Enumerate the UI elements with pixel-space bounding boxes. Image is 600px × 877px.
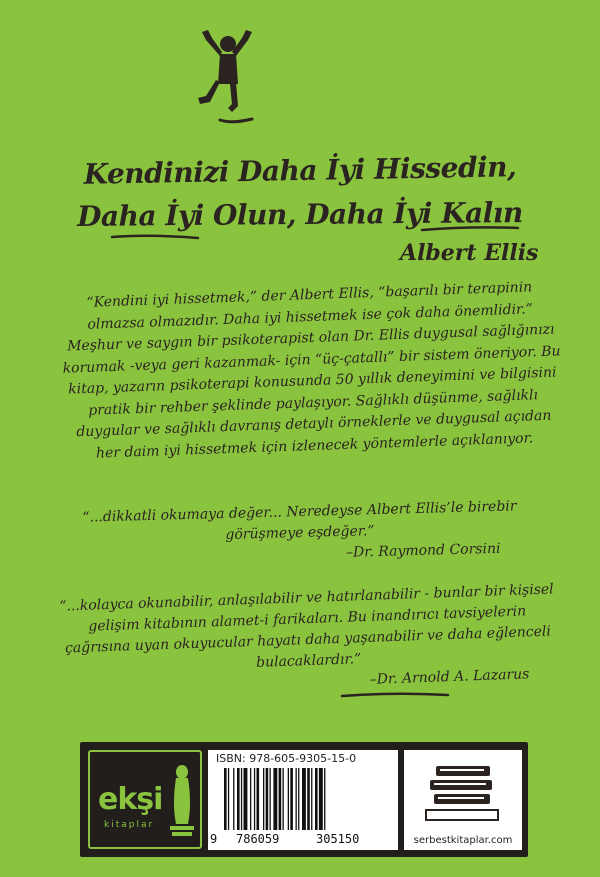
barcode-bar: [283, 768, 284, 830]
quote-author: –Dr. Arnold A. Lazarus: [369, 666, 530, 688]
barcode-digits-right: 305150: [316, 832, 360, 846]
barcode-bar: [224, 768, 227, 830]
barcode-bar: [279, 768, 282, 830]
books-stack-icon: [422, 760, 504, 822]
barcode-bar: [233, 768, 234, 830]
quote-text: “...dikkatli okumaya değer... Neredeyse Albert Ellis’le birebir görüşmeye eşdeğer.”: [82, 498, 517, 543]
barcode-digit-first: 9: [210, 832, 218, 846]
author-name: Albert Ellis: [400, 240, 539, 266]
barcode-bar: [298, 768, 299, 830]
barcode-bar: [257, 768, 260, 830]
book-title-line1: Kendinizi Daha İyi Hissedin,: [83, 150, 517, 191]
quote-author: –Dr. Raymond Corsini: [345, 540, 501, 561]
isbn-text: ISBN: 978-605-9305-15-0: [216, 752, 357, 765]
quote-underline: [340, 690, 450, 700]
meerkat-logo-icon: [168, 764, 196, 838]
publisher-logo: [88, 750, 202, 849]
barcode-digits-left: 786059: [236, 832, 280, 846]
barcode-bar: [228, 768, 229, 830]
barcode-bar: [250, 768, 251, 830]
barcode-bar: [244, 768, 248, 830]
publisher-name: ekşi: [98, 782, 163, 817]
website-url[interactable]: serbestkitaplar.com: [413, 835, 513, 846]
barcode-bar: [302, 768, 306, 830]
barcode-bar: [288, 768, 289, 830]
barcode-bar: [290, 768, 293, 830]
barcode-bar: [263, 768, 264, 830]
barcode-bar: [266, 768, 269, 830]
publisher-bar: [80, 742, 528, 857]
barcode-bar: [254, 768, 255, 830]
barcode-bar: [311, 768, 312, 830]
barcode-bar: [296, 768, 297, 830]
barcode-panel: [208, 750, 398, 850]
barcode-bar: [237, 768, 240, 830]
barcode-bar: [315, 768, 318, 830]
description-text: “Kendini iyi hissetmek,” der Albert Ellis, “başarılı bir terapinin olmazsa olmazıdır. Daha iyi hissetmek ise çok daha önemlidir.” Meşhur ve saygın bir psikoterapist olan Dr. Ellis duygusal sağlığınızı korumak -veya geri kazanmak- için “üç-çatallı” bir sistem öneriyor. Bu kitap, yazarın psikoterapi konusunda 50 yıllık deneyimini ve bilgisini pratik bir rehber şeklinde paylaşıyor. Sağlıklı düşünme, sağlıklı duygular ve sağlıklı davranış detaylı örneklerle ve duygusal açıdan her daim iyi hissetmek için izlenecek yöntemlerle açıklanıyor.: [62, 279, 561, 462]
review-quote-2: [56, 579, 559, 701]
barcode-bar: [324, 768, 325, 830]
barcode: [224, 768, 384, 832]
jumping-person-icon: [192, 28, 262, 133]
barcode-bar: [319, 768, 323, 830]
barcode-bar: [273, 768, 277, 830]
barcode-bar: [241, 768, 242, 830]
publisher-sub: kitaplar: [104, 820, 155, 830]
barcode-bar: [270, 768, 271, 830]
title-underline-right: [420, 224, 520, 234]
barcode-bar: [307, 768, 310, 830]
book-title-line2: Daha İyi Olun, Daha İyi Kalın: [77, 196, 523, 233]
title-underline-left: [110, 232, 200, 242]
quote-text: “...kolayca okunabilir, anlaşılabilir ve hatırlanabilir - bunlar bir kişisel gelişim kitabının alamet-i farikaları. Bu inandırıcı tavsiyelerin çağrısına uyan okuyucular hayatı daha yaşanabilir ve daha eğlenceli bulacaklardır.”: [59, 581, 554, 671]
website-panel: [404, 750, 522, 850]
review-quote-1: [69, 496, 530, 571]
